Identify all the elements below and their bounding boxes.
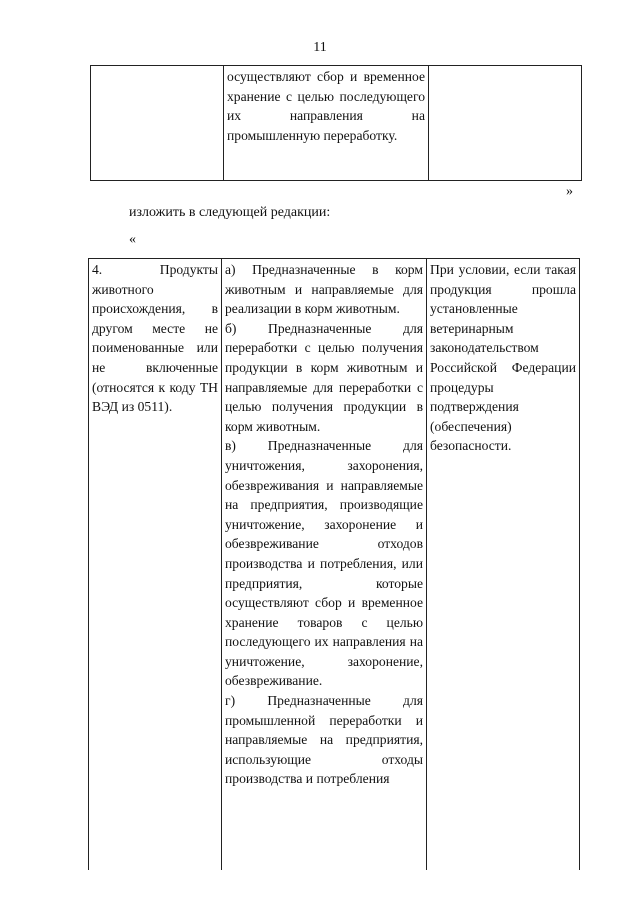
- item-d: г) Предназначенные для промышленной переработки и направляемые на предприятия, использующие отходы производства и потребления: [225, 693, 423, 787]
- prev-cell-text: осуществляют сбор и временное хранение с целью последующего их направления на промышленную переработку.: [227, 69, 425, 143]
- item-a: а) Предназначенные в корм животным и направляемые для реализации в корм животным.: [225, 262, 423, 317]
- item-c: в) Предназначенные для уничтожения, захоронения, обезвреживания и направляемые на предприятия, производящие уничтожение, захоронение и обезвреживание отходов производства и потребления, или предприятия, которые осуществляют сбор и временное хранение товаров с целью последующего их направления на уничтожение, захоронение, обезвреживание.: [225, 438, 423, 689]
- condition-text: При условии, если такая продукция прошла установленные ветеринарным законодательством Российской Федерации процедуры подтверждения (обеспечения) безопасности.: [430, 262, 576, 454]
- new-edition-table: [88, 258, 580, 870]
- prev-cell-right: [429, 66, 582, 181]
- purpose-cell: [222, 259, 427, 871]
- product-description: 4. Продукты животного происхождения, в другом месте не поименованные или не включенные (относятся к коду ТН ВЭД из 0511).: [92, 262, 218, 415]
- page-number: 11: [313, 40, 327, 55]
- prev-cell-left: [91, 66, 224, 181]
- previous-table-fragment: [90, 65, 582, 181]
- closing-quote: »: [566, 184, 573, 199]
- prev-cell-middle: [224, 66, 429, 181]
- opening-quote: «: [129, 232, 136, 247]
- intro-text: изложить в следующей редакции:: [129, 205, 331, 220]
- item-b: б) Предназначенные для переработки с целью получения продукции в корм животным и направляемые для переработки с целью получения продукции в корм животным.: [225, 320, 423, 434]
- product-cell: [89, 259, 222, 871]
- condition-cell: [427, 259, 580, 871]
